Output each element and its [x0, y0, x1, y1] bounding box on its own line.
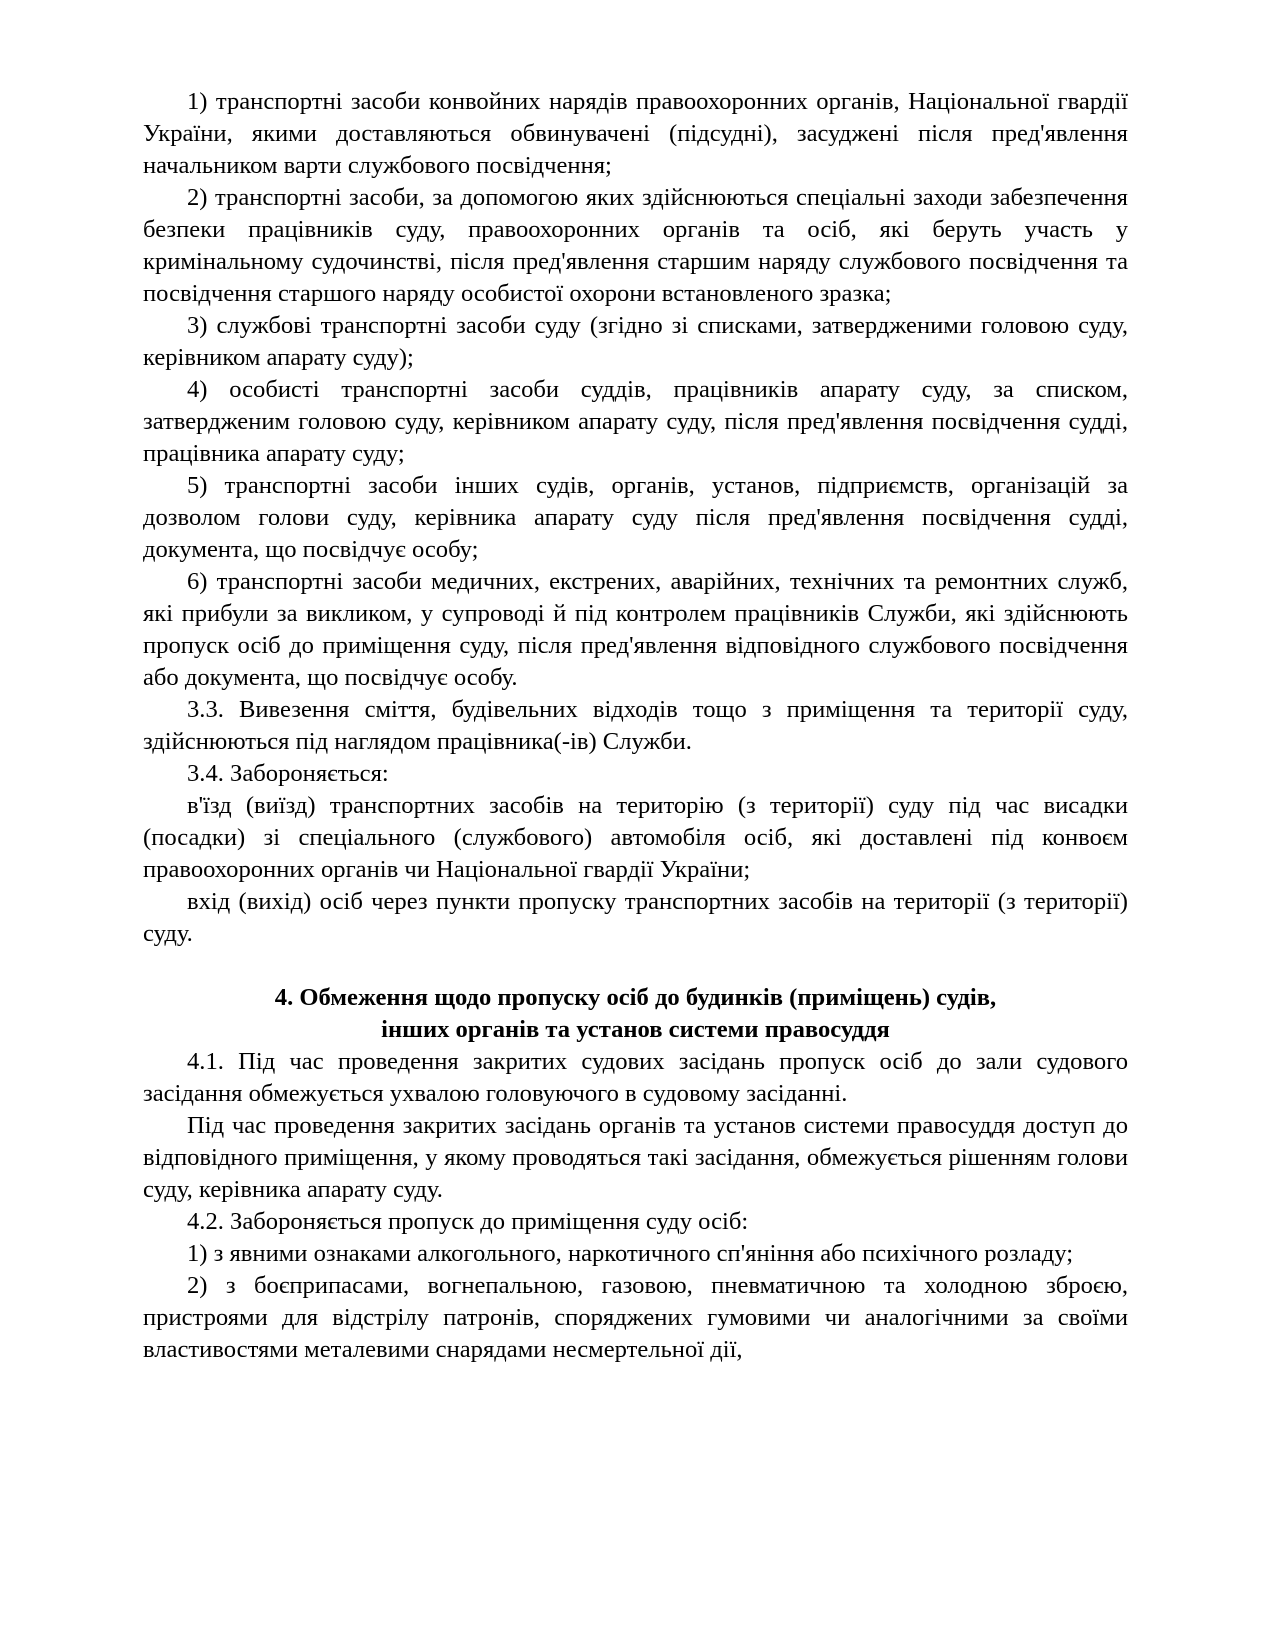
paragraph: 5) транспортні засоби інших судів, органів, установ, підприємств, організацій за дозволом голови суду, керівника апарату суду після пред'явлення посвідчення судді, документа, що посвідчує особу; [143, 472, 1128, 563]
document-page [143, 86, 1128, 1366]
paragraph: 3.4. Забороняється: [187, 760, 389, 787]
paragraph: Під час проведення закритих засідань органів та установ системи правосуддя доступ до відповідного приміщення, у якому проводяться такі засідання, обмежується рішенням голови суду, керівника апарату суду. [143, 1112, 1128, 1203]
paragraph: 2) з боєприпасами, вогнепальною, газовою, пневматичною та холодною зброєю, пристроями для відстрілу патронів, споряджених гумовими чи аналогічними за своїми властивостями металевими снарядами несмертельної дії, [143, 1272, 1128, 1363]
paragraph: 1) транспортні засоби конвойних нарядів правоохоронних органів, Національної гвардії України, якими доставляються обвинувачені (підсудні), засуджені після пред'явлення начальником варти службового посвідчення; [143, 88, 1128, 179]
section-heading-line-2: інших органів та установ системи правосуддя [381, 1016, 890, 1043]
section-heading-line-1: 4. Обмеження щодо пропуску осіб до будинків (приміщень) судів, [274, 984, 997, 1011]
paragraph: в'їзд (виїзд) транспортних засобів на територію (з території) суду під час висадки (посадки) зі спеціального (службового) автомобіля осіб, які доставлені під конвоєм правоохоронних органів чи Національної гвардії України; [143, 792, 1128, 883]
paragraph: 3) службові транспортні засоби суду (згідно зі списками, затвердженими головою суду, керівником апарату суду); [143, 312, 1128, 371]
paragraph: 2) транспортні засоби, за допомогою яких здійснюються спеціальні заходи забезпечення безпеки працівників суду, правоохоронних органів та осіб, які беруть участь у кримінальному судочинстві, після пред'явлення старшим наряду службового посвідчення та посвідчення старшого наряду особистої охорони встановленого зразка; [143, 184, 1128, 307]
paragraph: 3.3. Вивезення сміття, будівельних відходів тощо з приміщення та території суду, здійснюються під наглядом працівника(-ів) Служби. [143, 696, 1128, 755]
paragraph: 1) з явними ознаками алкогольного, наркотичного сп'яніння або психічного розладу; [187, 1240, 1074, 1267]
paragraph: 4) особисті транспортні засоби суддів, працівників апарату суду, за списком, затвердженим головою суду, керівником апарату суду, після пред'явлення посвідчення судді, працівника апарату суду; [143, 376, 1128, 467]
paragraph: 4.2. Забороняється пропуск до приміщення суду осіб: [187, 1208, 749, 1235]
spacer [143, 950, 1128, 982]
paragraph: 6) транспортні засоби медичних, екстрених, аварійних, технічних та ремонтних служб, які прибули за викликом, у супроводі й під контролем працівників Служби, які здійснюють пропуск осіб до приміщення суду, після пред'явлення відповідного службового посвідчення або документа, що посвідчує особу. [143, 568, 1128, 691]
paragraph: вхід (вихід) осіб через пункти пропуску транспортних засобів на території (з території) суду. [143, 888, 1128, 947]
paragraph: 4.1. Під час проведення закритих судових засідань пропуск осіб до зали судового засідання обмежується ухвалою головуючого в судовому засіданні. [143, 1048, 1128, 1107]
